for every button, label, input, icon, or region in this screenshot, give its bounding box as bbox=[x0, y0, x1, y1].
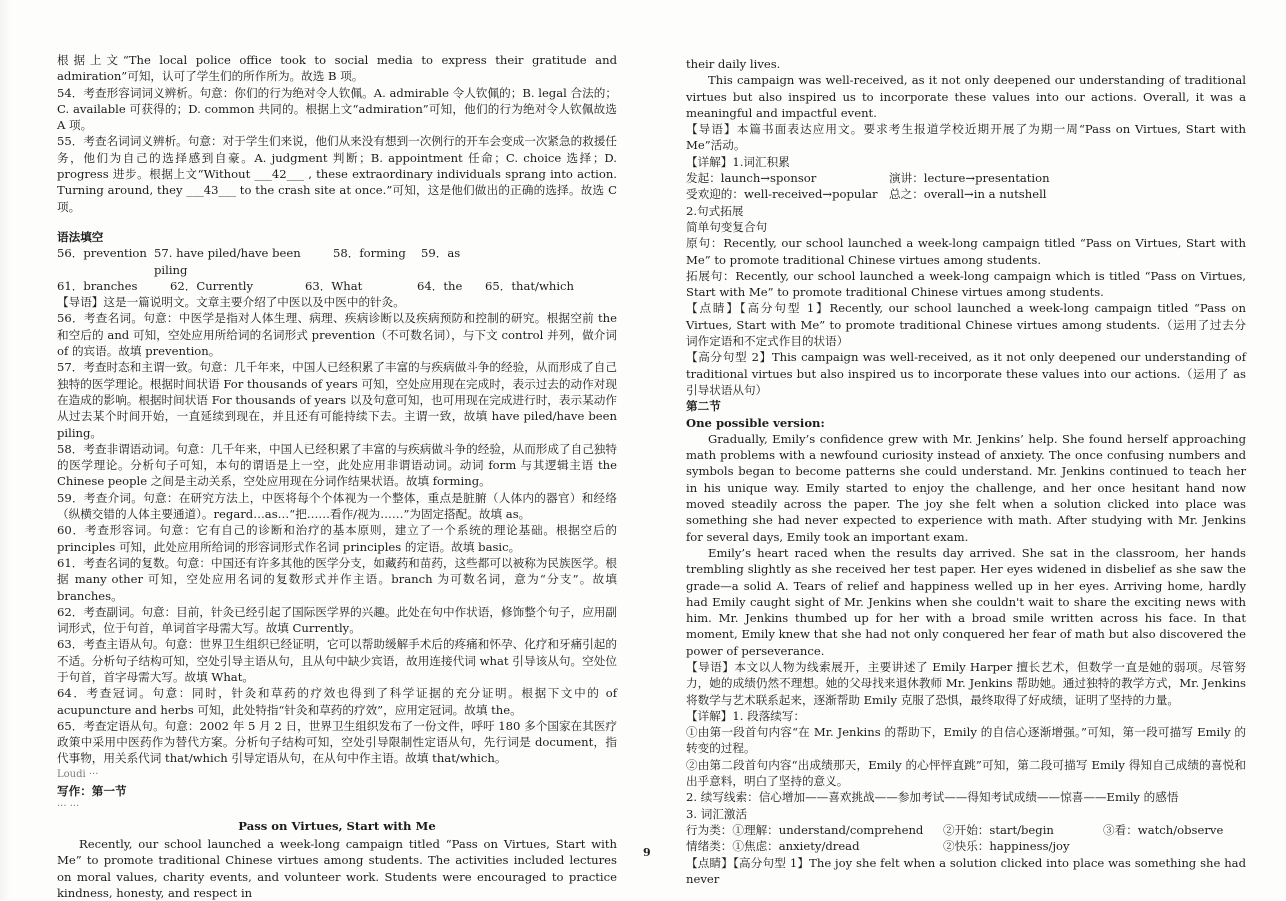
continuation-paragraph-1: Gradually, Emily’s confidence grew with Mr. Jenkins’ help. She found herself approaching math problems with a newfound curiosity instead of anxiety. The once confusing numbers and symbols began to become patterns she could understand. Mr. Jenkins continued to teach her in his unique way. Emily started to enjoy the challenge, and her once hesitant hand now moved steadily across the paper. The joy she felt when a solution clicked into place was something she had never expected to experience with math. After studying with Mr. Jenkins for several days, Emily took an important exam. bbox=[686, 431, 1246, 544]
answer-explanation-62: 62．考查副词。句意：目前，针灸已经引起了国际医学界的兴趣。此处在句中作状语，修饰整个句子，应用副词形式，位于句首，单词首字母需大写。故填 Currently。 bbox=[57, 604, 617, 636]
answer-explanation-56: 56．考查名词。句意：中医学是指对人体生理、病理、疾病诊断以及疾病预防和控制的研究。根据空前 the 和空后的 and 可知，空处应用所给词的名词形式 prevention（不可数名词），与下文 control 并列，做介词 of 的宾语。故填 prevention。 bbox=[57, 311, 617, 359]
answer-64: 64．the bbox=[417, 278, 463, 293]
answer-explanation-53: 根据上文“The local police office took to social media to express their gratitude and admiration”可知，认可了学生们的所作所为。故选 B 项。 bbox=[57, 53, 617, 84]
answer-65: 65．that/which bbox=[485, 278, 575, 293]
answer-explanation-57: 57．考查时态和主谓一致。句意：几千年来，中国人已经积累了丰富的与疾病做斗争的经验，从而形成了自己独特的医学理论。根据时间状语 For thousands of years 可知，空处应用现在完成时，表示过去的动作对现在造成的影响。根据时间状语 For thousands of years 以及句意可知，也可用现在完成进行时，表示某动作从过去某个时间开始，一直延续到现在，并且还有可能持续下去。主谓一致，故填 have piled/have been piling。 bbox=[57, 360, 617, 440]
vocab-well-received: 受欢迎的：well-received→popular bbox=[686, 187, 878, 202]
answer-explanation-54: 54．考查形容词词义辨析。句意：你们的行为绝对令人钦佩。A. admirable 令人钦佩的；B. legal 合法的；C. available 可获得的；D. common 共同的。根据上文“admiration”可知，他们的行为绝对令人钦佩故选 A 项。 bbox=[57, 85, 617, 133]
activation-row-1 bbox=[686, 822, 1246, 838]
detail-point-1: ①由第一段首句内容“在 Mr. Jenkins 的帮助下，Emily 的自信心逐渐增强。”可知，第一段可描写 Emily 的转变的过程。 bbox=[686, 725, 1246, 756]
answer-59: 59．as bbox=[421, 246, 461, 261]
expanded-sentence: 拓展句：Recently, our school launched a week-long campaign which is titled “Pass on Virtues, Start with Me” to promote traditional Chinese virtues among students. bbox=[686, 268, 1246, 300]
highlight-pattern-1: 【点睛】【高分句型 1】Recently, our school launched a week-long campaign titled “Pass on Virtues, Start with Me” to promote traditional Chinese virtues among students.（运用了过去分词作定语和不定式作目的状语） bbox=[686, 301, 1246, 349]
answer-explanation-63: 63．考查主语从句。句意：世界卫生组织已经证明，它可以帮助缓解手术后的疼痛和怀孕、化疗和牙痛引起的不适。分析句子结构可知，空处引导主语从句，且从句中缺少宾语，故用连接代词 what 引导该从句。空处位于句首，首字母需大写。故填 What。 bbox=[57, 637, 617, 684]
highlight-pattern-2: 【高分句型 2】This campaign was well-received, as it not only deepened our understanding of traditional virtues but also inspired us to incorporate these values into our actions.（运用了 as 引导状语从句） bbox=[686, 350, 1246, 397]
answer-explanation-58: 58．考查非谓语动词。句意：几千年来，中国人已经积累了丰富的与疾病做斗争的经验，从而形成了自己独特的医学理论。分析句子可知，本句的谓语是上一空，此处应用非谓语动词。动词 form 与其逻辑主语 the Chinese people 之间是主动关系，空处应用现在分词作结果状语。故填 forming。 bbox=[57, 441, 617, 489]
answer-key-row-1 bbox=[57, 245, 617, 278]
answer-explanation-65: 65．考查定语从句。句意：2002 年 5 月 2 日，世界卫生组织发布了一份文件，呼吁 180 多个国家在其医疗政策中采用中医药作为替代方案。分析句子结构可知，空处引导限制性定语从句，先行词是 document，指代事物，用关系代词 that/which 引导定语从句，在从句中作主语。故填 that/which。 bbox=[57, 718, 617, 766]
right-column bbox=[686, 56, 1246, 887]
activation-happiness: ②快乐：happiness/joy bbox=[943, 839, 1070, 854]
possible-version-label: One possible version: bbox=[686, 415, 825, 430]
essay-paragraph-2: This campaign was well-received, as it not only deepened our understanding of traditional virtues but also inspired us to incorporate these values into our actions. Overall, it was a meaningful and impactful event. bbox=[686, 73, 1246, 120]
vocab-overall: 总之：overall→in a nutshell bbox=[889, 187, 1047, 202]
answer-57: 57. have piled/have been piling bbox=[154, 246, 301, 277]
activation-watch: ③看：watch/observe bbox=[1103, 822, 1224, 837]
left-column bbox=[57, 52, 617, 901]
vocab-row-1 bbox=[686, 170, 1246, 186]
writing-guide: 【导语】本篇书面表达应用文。要求考生报道学校近期开展了为期一周“Pass on Virtues, Start with Me”活动。 bbox=[686, 122, 1246, 153]
activation-start: ②开始：start/begin bbox=[943, 822, 1054, 837]
detail-point-2: ②由第二段首句内容“出成绩那天，Emily 的心怦怦直跳”可知，第二段可描写 Emily 得知自己成绩的喜悦和出乎意料，明白了坚持的意义。 bbox=[686, 757, 1246, 789]
sentence-expansion-heading: 2.句式拓展 bbox=[686, 203, 744, 218]
answer-key-row-2 bbox=[57, 278, 617, 294]
answer-58: 58．forming bbox=[333, 246, 406, 261]
answer-explanation-64: 64．考查冠词。句意：同时，针灸和草药的疗效也得到了科学证据的充分证明。根据下文中的 of acupuncture and herbs 可知，此处特指“针灸和草药的疗效”，应用定冠词。故填 the。 bbox=[57, 686, 617, 717]
answer-63: 63．What bbox=[305, 278, 363, 293]
detail-vocab-heading: 【详解】1.词汇积累 bbox=[686, 154, 790, 169]
simple-to-complex-heading: 简单句变复合句 bbox=[686, 219, 768, 234]
original-sentence: 原句：Recently, our school launched a week-long campaign titled “Pass on Virtues, Start with Me” to promote traditional Chinese virtues among students. bbox=[686, 236, 1246, 267]
answer-56: 56．prevention bbox=[57, 246, 147, 261]
answer-explanation-59: 59．考查介词。句意：在研究方法上，中医将每个个体视为一个整体，重点是脏腑（人体内的器官）和经络（纵横交错的人体主要通道）。regard…as…“把……看作/视为……”为固定搭配。故填 as。 bbox=[57, 490, 617, 522]
vocab-activation-heading: 3. 词汇激活 bbox=[686, 806, 748, 821]
answer-explanation-61: 61．考查名词的复数。句意：中国还有许多其他的医学分支，如藏药和苗药，这些都可以被称为民族医学。根据 many other 可知，空处应用名词的复数形式并作主语。branch 为可数名词，意为“分支”。故填 branches。 bbox=[57, 555, 617, 603]
answer-explanation-60: 60．考查形容词。句意：它有自己的诊断和治疗的基本原则，建立了一个系统的理论基础。根据空后的 principles 可知，此处应用所给词的形容词形式作名词 principles 的定语。故填 basic。 bbox=[57, 523, 617, 554]
continuation-paragraph-2: Emily’s heart raced when the results day arrived. She sat in the classroom, her hands trembling slightly as she received her test paper. Her eyes widened in disbelief as she saw the grade—a solid A. Tears of relief and happiness welled up in her eyes. Arriving home, hardly had Emily caught sight of Mr. Jenkins when she couldn't wait to share the exciting news with him. Mr. Jenkins thumbed up for her with a broad smile written across his face. In that moment, Emily knew that she had not only conquered her fear of math but also discovered the power of perseverance. bbox=[686, 545, 1246, 658]
stray-mark-1: Loudi ··· bbox=[57, 768, 99, 780]
left-edge-shadow bbox=[0, 0, 10, 900]
activation-row-2 bbox=[686, 838, 1246, 854]
essay-paragraph-1: Recently, our school launched a week-long campaign titled “Pass on Virtues, Start with Me” to promote traditional Chinese virtues among students. The activities included lectures on moral values, charity events, and volunteer work. Students were encouraged to practice kindness, honesty, and respect in bbox=[57, 836, 617, 900]
answer-61: 61．branches bbox=[57, 278, 138, 293]
vocab-lecture: 演讲：lecture→presentation bbox=[889, 171, 1050, 186]
continuation-clues: 2. 续写线索：信心增加——喜欢挑战——参加考试——得知考试成绩——惊喜——Emily 的感悟 bbox=[686, 790, 1179, 805]
answer-62: 62．Currently bbox=[170, 278, 254, 293]
vocab-launch: 发起：launch→sponsor bbox=[686, 171, 817, 186]
vocab-row-2 bbox=[686, 186, 1246, 202]
continuation-guide: 【导语】本文以人物为线索展开，主要讲述了 Emily Harper 擅长艺术，但数学一直是她的弱项。尽管努力，她的成绩仍然不理想。她的父母找来退休教师 Mr. Jenkins 帮助她。通过独特的教学方式，Mr. Jenkins 将数学与艺术联系起来，逐渐帮助 Emily 克服了恐惧，最终取得了好成绩，证明了坚持的力量。 bbox=[686, 659, 1246, 707]
highlight-continuation-pattern: 【点睛】【高分句型 1】The joy she felt when a solution clicked into place was something she had never bbox=[686, 855, 1246, 886]
activation-understand: 行为类：①理解：understand/comprehend bbox=[686, 822, 924, 837]
answer-explanation-55: 55．考查名词词义辨析。句意：对于学生们来说，他们从来没有想到一次例行的开车会变成一次紧急的救援任务，他们为自己的选择感到自豪。A. judgment 判断；B. appointment 任命；C. choice 选择；D. progress 进步。根据上文“Without ___42___ , these extraordinary individuals sprang into action. Turning around, they ___43___ to the crash site at once.”可知，这是他们做出的正确的选择。故选 C 项。 bbox=[57, 134, 617, 214]
essay-continuation: their daily lives. bbox=[686, 57, 781, 71]
grammar-section-title: 语法填空 bbox=[57, 229, 104, 244]
detail-continuation-heading: 【详解】1. 段落续写： bbox=[686, 708, 806, 723]
stray-mark-2: ··· ··· bbox=[57, 801, 80, 813]
writing-section-title: 写作：第一节 bbox=[57, 784, 127, 799]
page-number: 9 bbox=[643, 846, 651, 859]
essay-title: Pass on Virtues, Start with Me bbox=[238, 818, 436, 833]
section-two-title: 第二节 bbox=[686, 399, 721, 414]
activation-anxiety: 情绪类：①焦虑：anxiety/dread bbox=[686, 839, 860, 854]
grammar-guide: 【导语】这是一篇说明文。文章主要介绍了中医以及中医中的针灸。 bbox=[57, 295, 405, 310]
